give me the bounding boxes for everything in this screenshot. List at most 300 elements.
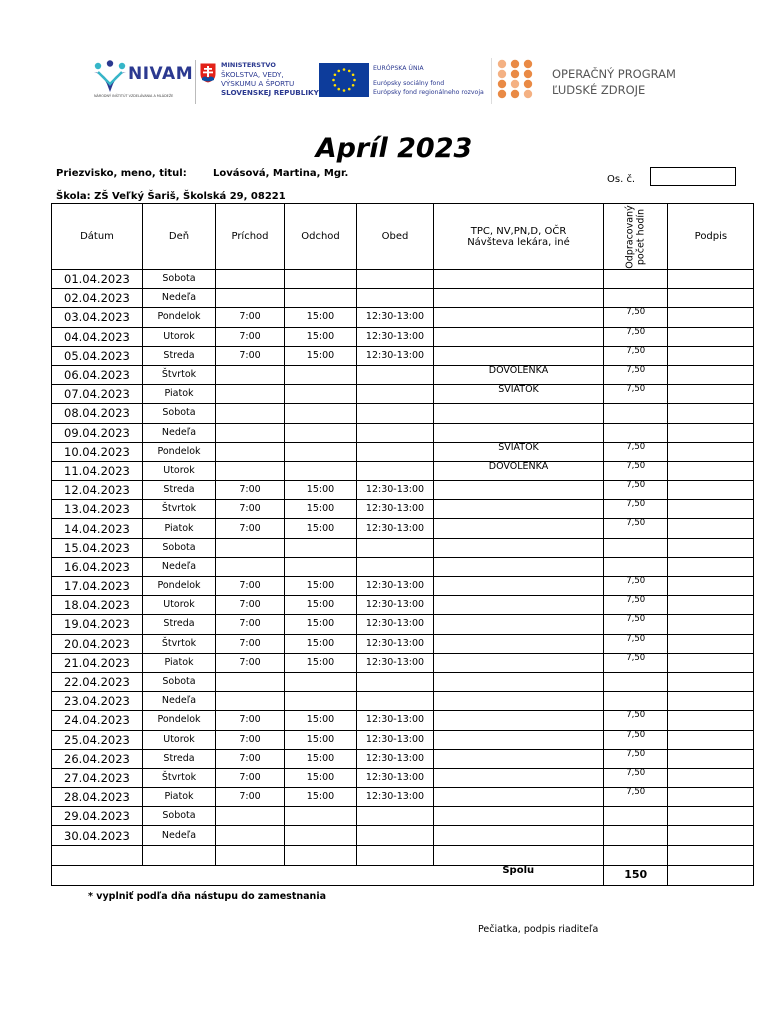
day-cell: Sobota: [143, 270, 216, 289]
date-cell: 15.04.2023: [52, 538, 143, 557]
signature-cell: [668, 538, 754, 557]
day-cell: Utorok: [143, 730, 216, 749]
header-signature: Podpis: [668, 204, 754, 270]
hours-cell: [604, 672, 668, 691]
op-dot-icon: [498, 90, 506, 98]
lunch-cell: [357, 404, 434, 423]
day-cell: Štvrtok: [143, 500, 216, 519]
note-cell: [434, 289, 604, 308]
lunch-cell: 12:30-13:00: [357, 346, 434, 365]
date-cell: 13.04.2023: [52, 500, 143, 519]
departure-cell: 15:00: [285, 327, 357, 346]
lunch-cell: [357, 538, 434, 557]
signature-cell: [668, 519, 754, 538]
table-row: [52, 557, 754, 576]
lunch-cell: 12:30-13:00: [357, 730, 434, 749]
lunch-cell: [357, 270, 434, 289]
signature-cell: [668, 404, 754, 423]
departure-cell: 15:00: [285, 346, 357, 365]
arrival-cell: [216, 385, 285, 404]
table-row: [52, 577, 754, 596]
table-row-total: [52, 865, 754, 885]
op-dot-icon: [498, 70, 506, 78]
op-dot-icon: [524, 90, 532, 98]
day-cell: Piatok: [143, 788, 216, 807]
hours-cell: 7,50: [604, 308, 668, 327]
date-cell: 14.04.2023: [52, 519, 143, 538]
table-row: [52, 826, 754, 845]
op-dot-icon: [498, 60, 506, 68]
date-cell: 09.04.2023: [52, 423, 143, 442]
date-cell: 21.04.2023: [52, 653, 143, 672]
signature-cell: [668, 308, 754, 327]
day-cell: Štvrtok: [143, 365, 216, 384]
eu-star-icon: [334, 73, 337, 76]
name-label: Priezvisko, meno, titul:: [56, 168, 187, 179]
note-cell: [434, 768, 604, 787]
day-cell: Piatok: [143, 385, 216, 404]
signature-cell: [668, 615, 754, 634]
departure-cell: 15:00: [285, 768, 357, 787]
table-row: [52, 711, 754, 730]
empty-cell: [285, 845, 357, 865]
day-cell: Sobota: [143, 538, 216, 557]
date-cell: 03.04.2023: [52, 308, 143, 327]
arrival-cell: 7:00: [216, 519, 285, 538]
note-cell: [434, 327, 604, 346]
date-cell: 28.04.2023: [52, 788, 143, 807]
eu-text: EURÓPSKA ÚNIA Európsky sociálny fond Európsky fond regionálneho rozvoja: [373, 65, 484, 96]
arrival-cell: 7:00: [216, 346, 285, 365]
lunch-cell: [357, 807, 434, 826]
lunch-cell: 12:30-13:00: [357, 481, 434, 500]
hours-cell: 7,50: [604, 461, 668, 480]
hours-cell: 7,50: [604, 519, 668, 538]
arrival-cell: 7:00: [216, 768, 285, 787]
signature-cell: [668, 807, 754, 826]
signature-cell: [668, 672, 754, 691]
hours-cell: 7,50: [604, 385, 668, 404]
table-row: [52, 365, 754, 384]
signature-cell: [668, 365, 754, 384]
hours-cell: 7,50: [604, 481, 668, 500]
lunch-cell: 12:30-13:00: [357, 615, 434, 634]
note-cell: [434, 749, 604, 768]
empty-cell: [434, 845, 604, 865]
lunch-cell: [357, 365, 434, 384]
signature-cell: [668, 557, 754, 576]
day-cell: Pondelok: [143, 577, 216, 596]
day-cell: Štvrtok: [143, 768, 216, 787]
signature-cell: [668, 730, 754, 749]
eu-star-icon: [348, 88, 351, 91]
divider-line: [491, 58, 492, 104]
hours-cell: 7,50: [604, 749, 668, 768]
lunch-cell: 12:30-13:00: [357, 500, 434, 519]
lunch-cell: [357, 461, 434, 480]
total-hours-value: 150: [604, 865, 668, 885]
departure-cell: 15:00: [285, 500, 357, 519]
signature-cell: [668, 500, 754, 519]
note-cell: [434, 308, 604, 327]
header-lunch: Obed: [357, 204, 434, 270]
departure-cell: 15:00: [285, 577, 357, 596]
note-cell: [434, 270, 604, 289]
lunch-cell: [357, 692, 434, 711]
arrival-cell: [216, 461, 285, 480]
signature-cell: [668, 788, 754, 807]
eu-star-icon: [343, 68, 346, 71]
note-cell: [434, 826, 604, 845]
day-cell: Nedeľa: [143, 692, 216, 711]
lunch-cell: [357, 557, 434, 576]
note-cell: DOVOLENKA: [434, 461, 604, 480]
arrival-cell: 7:00: [216, 749, 285, 768]
signature-cell: [668, 653, 754, 672]
arrival-cell: [216, 672, 285, 691]
table-row: [52, 270, 754, 289]
divider-line: [195, 60, 196, 104]
signature-cell: [668, 826, 754, 845]
hours-cell: [604, 289, 668, 308]
table-row: [52, 615, 754, 634]
departure-cell: [285, 289, 357, 308]
date-cell: 18.04.2023: [52, 596, 143, 615]
signature-cell: [668, 423, 754, 442]
eu-star-icon: [343, 89, 346, 92]
arrival-cell: 7:00: [216, 481, 285, 500]
lunch-cell: [357, 442, 434, 461]
day-cell: Sobota: [143, 672, 216, 691]
signature-cell: [668, 289, 754, 308]
signature-cell: [668, 461, 754, 480]
table-row: [52, 327, 754, 346]
signature-cell: [668, 577, 754, 596]
hours-cell: 7,50: [604, 365, 668, 384]
table-row: [52, 596, 754, 615]
date-cell: 04.04.2023: [52, 327, 143, 346]
note-cell: [434, 653, 604, 672]
signature-cell: [668, 442, 754, 461]
note-cell: [434, 788, 604, 807]
departure-cell: 15:00: [285, 634, 357, 653]
empty-cell: [357, 845, 434, 865]
arrival-cell: 7:00: [216, 596, 285, 615]
table-row: [52, 385, 754, 404]
arrival-cell: [216, 826, 285, 845]
empty-cell: [216, 845, 285, 865]
day-cell: Nedeľa: [143, 557, 216, 576]
table-row: [52, 289, 754, 308]
date-cell: 12.04.2023: [52, 481, 143, 500]
op-dot-icon: [498, 80, 506, 88]
departure-cell: [285, 385, 357, 404]
day-cell: Nedeľa: [143, 289, 216, 308]
table-row: [52, 807, 754, 826]
day-cell: Sobota: [143, 807, 216, 826]
day-cell: Streda: [143, 346, 216, 365]
departure-cell: [285, 270, 357, 289]
eu-star-icon: [334, 84, 337, 87]
date-cell: 17.04.2023: [52, 577, 143, 596]
hours-cell: 7,50: [604, 577, 668, 596]
date-cell: 05.04.2023: [52, 346, 143, 365]
table-row: [52, 404, 754, 423]
day-cell: Sobota: [143, 404, 216, 423]
hours-cell: [604, 807, 668, 826]
table-row: [52, 519, 754, 538]
op-dot-icon: [511, 80, 519, 88]
date-cell: 10.04.2023: [52, 442, 143, 461]
arrival-cell: 7:00: [216, 308, 285, 327]
day-cell: Nedeľa: [143, 423, 216, 442]
departure-cell: [285, 807, 357, 826]
departure-cell: [285, 442, 357, 461]
departure-cell: [285, 461, 357, 480]
op-dot-icon: [511, 70, 519, 78]
table-row-blank: [52, 845, 754, 865]
op-dot-icon: [524, 60, 532, 68]
table-row: [52, 500, 754, 519]
date-cell: 23.04.2023: [52, 692, 143, 711]
hours-cell: 7,50: [604, 615, 668, 634]
date-cell: 11.04.2023: [52, 461, 143, 480]
departure-cell: 15:00: [285, 730, 357, 749]
departure-cell: [285, 672, 357, 691]
table-row: [52, 749, 754, 768]
departure-cell: 15:00: [285, 615, 357, 634]
table-row: [52, 481, 754, 500]
day-cell: Nedeľa: [143, 826, 216, 845]
day-cell: Utorok: [143, 327, 216, 346]
note-cell: [434, 557, 604, 576]
arrival-cell: [216, 692, 285, 711]
hours-cell: [604, 423, 668, 442]
departure-cell: [285, 557, 357, 576]
ministry-text: MINISTERSTVO ŠKOLSTVA, VEDY, VÝSKUMU A ŠPORTU SLOVENSKEJ REPUBLIKY: [221, 61, 319, 97]
arrival-cell: [216, 365, 285, 384]
table-row: [52, 768, 754, 787]
hours-cell: 7,50: [604, 788, 668, 807]
departure-cell: 15:00: [285, 653, 357, 672]
note-cell: [434, 519, 604, 538]
hours-cell: [604, 270, 668, 289]
hours-cell: [604, 692, 668, 711]
eu-star-icon: [348, 70, 351, 73]
signature-cell: [668, 481, 754, 500]
day-cell: Streda: [143, 749, 216, 768]
signature-cell: [668, 749, 754, 768]
hours-cell: 7,50: [604, 634, 668, 653]
arrival-cell: 7:00: [216, 711, 285, 730]
op-dot-icon: [511, 90, 519, 98]
departure-cell: [285, 538, 357, 557]
date-cell: 27.04.2023: [52, 768, 143, 787]
table-row: [52, 692, 754, 711]
nivam-logo-icon: [92, 60, 128, 94]
page-title: Apríl 2023: [315, 133, 473, 164]
date-cell: 22.04.2023: [52, 672, 143, 691]
departure-cell: 15:00: [285, 749, 357, 768]
table-row: [52, 308, 754, 327]
nivam-subtitle: NÁRODNÝ INŠTITÚT VZDELÁVANIA A MLÁDEŽE: [94, 94, 174, 98]
eu-star-icon: [352, 84, 355, 87]
date-cell: 02.04.2023: [52, 289, 143, 308]
empty-cell: [604, 845, 668, 865]
arrival-cell: 7:00: [216, 327, 285, 346]
departure-cell: 15:00: [285, 519, 357, 538]
lunch-cell: [357, 423, 434, 442]
header-departure: Odchod: [285, 204, 357, 270]
op-dot-icon: [524, 70, 532, 78]
note-cell: [434, 346, 604, 365]
table-row: [52, 788, 754, 807]
arrival-cell: [216, 538, 285, 557]
hours-cell: 7,50: [604, 711, 668, 730]
hours-cell: [604, 538, 668, 557]
hours-cell: 7,50: [604, 596, 668, 615]
hours-cell: 7,50: [604, 346, 668, 365]
lunch-cell: 12:30-13:00: [357, 577, 434, 596]
note-cell: [434, 538, 604, 557]
hours-cell: 7,50: [604, 730, 668, 749]
lunch-cell: 12:30-13:00: [357, 519, 434, 538]
note-cell: [434, 807, 604, 826]
table-row: [52, 538, 754, 557]
empty-cell: [668, 845, 754, 865]
lunch-cell: 12:30-13:00: [357, 596, 434, 615]
signature-cell: [668, 768, 754, 787]
date-cell: 19.04.2023: [52, 615, 143, 634]
arrival-cell: [216, 442, 285, 461]
signature-cell: [668, 711, 754, 730]
table-row: [52, 423, 754, 442]
op-text: OPERAČNÝ PROGRAM ĽUDSKÉ ZDROJE: [552, 67, 676, 97]
lunch-cell: 12:30-13:00: [357, 711, 434, 730]
day-cell: Utorok: [143, 461, 216, 480]
name-value: Lovásová, Martina, Mgr.: [213, 168, 349, 179]
lunch-cell: [357, 289, 434, 308]
op-dot-icon: [511, 60, 519, 68]
arrival-cell: [216, 807, 285, 826]
day-cell: Streda: [143, 481, 216, 500]
departure-cell: 15:00: [285, 711, 357, 730]
note-cell: [434, 672, 604, 691]
table-row: [52, 461, 754, 480]
note-cell: [434, 730, 604, 749]
os-number-field[interactable]: [650, 167, 736, 186]
hours-cell: 7,50: [604, 768, 668, 787]
empty-cell: [143, 845, 216, 865]
arrival-cell: [216, 289, 285, 308]
note-cell: [434, 692, 604, 711]
header-date: Dátum: [52, 204, 143, 270]
signature-cell: [668, 634, 754, 653]
arrival-cell: [216, 423, 285, 442]
date-cell: 16.04.2023: [52, 557, 143, 576]
date-cell: 06.04.2023: [52, 365, 143, 384]
empty-cell: [668, 865, 754, 885]
hours-cell: [604, 404, 668, 423]
table-row: [52, 730, 754, 749]
date-cell: 29.04.2023: [52, 807, 143, 826]
departure-cell: [285, 404, 357, 423]
day-cell: Piatok: [143, 653, 216, 672]
signature-cell: [668, 327, 754, 346]
op-dot-icon: [524, 80, 532, 88]
total-label: Spolu: [434, 865, 604, 885]
hours-cell: [604, 826, 668, 845]
empty-cell: [52, 845, 143, 865]
lunch-cell: 12:30-13:00: [357, 308, 434, 327]
arrival-cell: 7:00: [216, 500, 285, 519]
lunch-cell: 12:30-13:00: [357, 768, 434, 787]
signature-cell: [668, 270, 754, 289]
arrival-cell: [216, 270, 285, 289]
day-cell: Utorok: [143, 596, 216, 615]
departure-cell: [285, 365, 357, 384]
date-cell: 08.04.2023: [52, 404, 143, 423]
table-row: [52, 634, 754, 653]
lunch-cell: 12:30-13:00: [357, 788, 434, 807]
signature-cell: [668, 346, 754, 365]
note-cell: [434, 423, 604, 442]
lunch-cell: [357, 385, 434, 404]
departure-cell: 15:00: [285, 481, 357, 500]
departure-cell: [285, 423, 357, 442]
os-number-label: Os. č.: [607, 174, 636, 185]
departure-cell: [285, 692, 357, 711]
op-dots-icon: [495, 59, 537, 99]
lunch-cell: 12:30-13:00: [357, 653, 434, 672]
eu-star-icon: [332, 79, 335, 82]
day-cell: Streda: [143, 615, 216, 634]
arrival-cell: 7:00: [216, 788, 285, 807]
date-cell: 07.04.2023: [52, 385, 143, 404]
table-header-row: [52, 204, 754, 270]
note-cell: [434, 500, 604, 519]
day-cell: Pondelok: [143, 442, 216, 461]
school-info: Škola: ZŠ Veľký Šariš, Školská 29, 08221: [56, 191, 286, 202]
note-cell: [434, 404, 604, 423]
header-day: Deň: [143, 204, 216, 270]
table-row: [52, 653, 754, 672]
date-cell: 30.04.2023: [52, 826, 143, 845]
attendance-table: [51, 203, 754, 886]
note-cell: SVIATOK: [434, 442, 604, 461]
header-arrival: Príchod: [216, 204, 285, 270]
day-cell: Pondelok: [143, 711, 216, 730]
header-hours: Odpracovaný počet hodín: [604, 204, 668, 270]
departure-cell: [285, 826, 357, 845]
arrival-cell: 7:00: [216, 615, 285, 634]
table-row: [52, 346, 754, 365]
day-cell: Štvrtok: [143, 634, 216, 653]
eu-flag-icon: [319, 63, 369, 97]
lunch-cell: [357, 826, 434, 845]
footnote: * vyplniť podľa dňa nástupu do zamestnania: [88, 891, 326, 902]
lunch-cell: 12:30-13:00: [357, 749, 434, 768]
table-row: [52, 442, 754, 461]
arrival-cell: 7:00: [216, 730, 285, 749]
table-row: [52, 672, 754, 691]
arrival-cell: 7:00: [216, 634, 285, 653]
note-cell: [434, 577, 604, 596]
hours-cell: 7,50: [604, 500, 668, 519]
hours-cell: [604, 557, 668, 576]
departure-cell: 15:00: [285, 596, 357, 615]
note-cell: [434, 634, 604, 653]
